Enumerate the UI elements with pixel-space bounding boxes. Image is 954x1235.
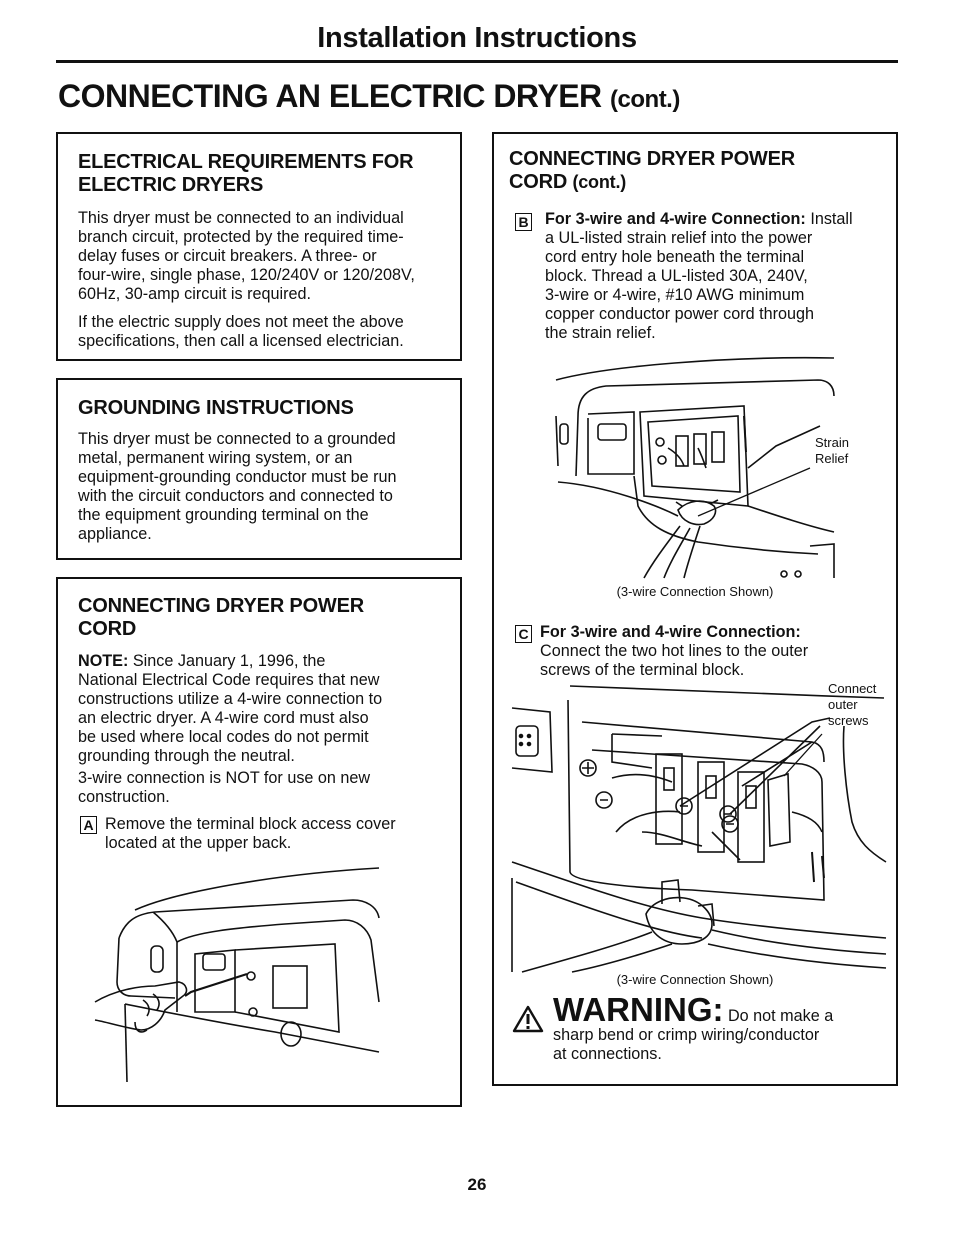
- page-title: CONNECTING AN ELECTRIC DRYER (cont.): [58, 78, 680, 114]
- heading-cont-suffix: (cont.): [572, 172, 627, 192]
- electrical-paragraph-1: This dryer must be connected to an individual branch circuit, protected by the required time- delay fuses or circuit breakers. A three- or four-wire, single phase, 120/240V or 120/208V, 60Hz, 30-amp circuit is required.: [78, 209, 415, 303]
- electrical-heading: ELECTRICAL REQUIREMENTS FOR ELECTRIC DRYERS: [78, 151, 414, 196]
- power-cord-cont-heading: CONNECTING DRYER POWER CORD (cont.): [509, 148, 795, 193]
- caption-b: (3-wire Connection Shown): [616, 584, 774, 599]
- step-a-text: Remove the terminal block access cover located at the upper back.: [105, 815, 396, 852]
- connect-outer-screws-label: Connect outer screws: [828, 681, 877, 728]
- warning-word: WARNING:: [553, 991, 724, 1028]
- electrical-requirements-box: [56, 132, 462, 361]
- grounding-heading: GROUNDING INSTRUCTIONS: [78, 397, 354, 419]
- header-rule: [56, 60, 898, 63]
- step-c-marker: C: [515, 625, 532, 643]
- three-wire-paragraph: 3-wire connection is NOT for use on new construction.: [78, 769, 371, 806]
- electrical-paragraph-2: If the electric supply does not meet the above specifications, then call a licensed electrician.: [78, 313, 404, 350]
- access-cover-illustration: [95, 862, 385, 1087]
- strain-relief-illustration: [548, 356, 838, 578]
- caption-c: (3-wire Connection Shown): [616, 972, 774, 987]
- step-a-marker: A: [80, 816, 97, 834]
- step-b-text: For 3-wire and 4-wire Connection: Install a UL-listed strain relief into the power cord entry hole beneath the terminal block. Thread a UL-listed 30A, 240V, 3-wire or 4-wire, #10 AWG minimum copper conductor power cord through the strain relief.: [545, 210, 853, 342]
- note-paragraph: NOTE: Since January 1, 1996, the National Electrical Code requires that new constructions utilize a 4-wire connection to an electric dryer. A 4-wire cord must also be used where local codes do not permit grounding through the neutral.: [78, 652, 383, 765]
- strain-relief-label: Strain Relief: [815, 435, 849, 466]
- power-cord-heading: CONNECTING DRYER POWER CORD: [78, 595, 364, 640]
- grounding-box: [56, 378, 462, 560]
- grounding-paragraph: This dryer must be connected to a grounded metal, permanent wiring system, or an equipment-grounding conductor must be run with the circuit conductors and connected to the equipment grounding terminal on the appliance.: [78, 430, 397, 543]
- page-number: 26: [467, 1175, 487, 1194]
- section-title: Installation Instructions: [317, 22, 637, 54]
- warning-text: WARNING: Do not make a sharp bend or crimp wiring/conductor at connections.: [553, 991, 834, 1063]
- warning-triangle-icon: [513, 1006, 543, 1032]
- page-title-suffix: (cont.): [610, 86, 680, 113]
- step-b-marker: B: [515, 213, 532, 231]
- step-c-text: For 3-wire and 4-wire Connection: Connect the two hot lines to the outer screws of the terminal block.: [540, 623, 809, 679]
